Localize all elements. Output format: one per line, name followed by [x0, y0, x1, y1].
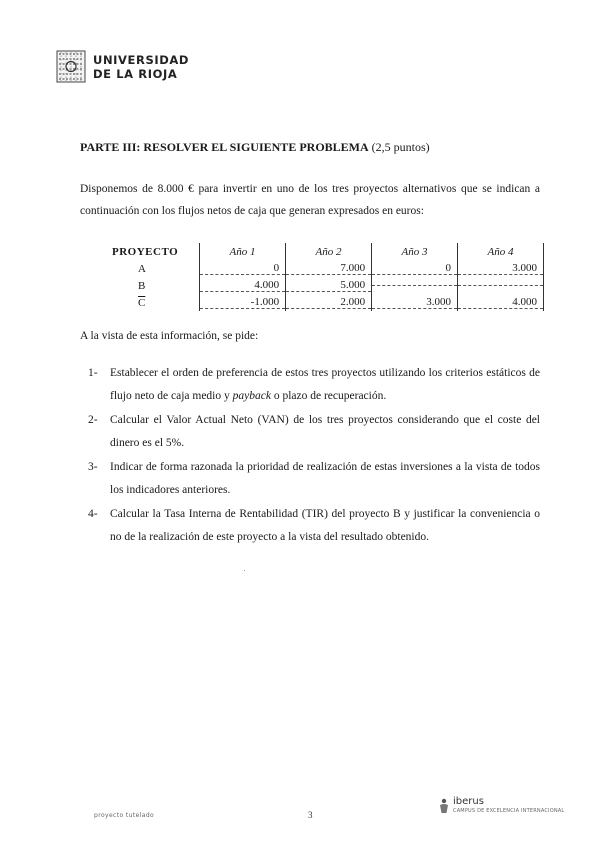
header-year-1: Año 1	[229, 245, 256, 258]
question-text: Calcular la Tasa Interna de Rentabilidad (TIR) del proyecto B y justificar la conveniencia o no de la realización de este proyecto a la vista del resultado obtenido.	[110, 508, 540, 543]
table-header-row	[92, 243, 544, 260]
stray-mark	[244, 570, 245, 571]
table-cell	[458, 285, 543, 286]
header-project: PROYECTO	[112, 245, 179, 258]
table-row	[92, 260, 544, 277]
question-text: Calcular el Valor Actual Neto (VAN) de los tres proyectos considerando que el coste del dinero es el 5%.	[110, 414, 540, 449]
university-crest-icon	[56, 50, 86, 83]
project-label: B	[138, 279, 146, 292]
logo-line-2: DE LA RIOJA	[93, 66, 178, 81]
part-points: (2,5 puntos)	[368, 140, 430, 154]
table-row	[92, 294, 544, 311]
list-item	[88, 362, 540, 408]
header-year-3: Año 3	[401, 245, 428, 258]
cash-flow-table	[92, 243, 544, 311]
question-number: 2-	[88, 414, 98, 426]
brand-name: iberus	[453, 796, 484, 807]
project-label: A	[138, 262, 146, 275]
question-list	[88, 362, 540, 550]
list-item	[88, 456, 540, 502]
header-year-2: Año 2	[315, 245, 342, 258]
university-logo	[56, 50, 189, 83]
table-cell	[372, 285, 457, 286]
table-cell: 0	[200, 262, 285, 275]
intro-paragraph: Disponemos de 8.000 € para invertir en uno de los tres proyectos alternativos que se indican a continuación con los flujos netos de caja que generan expresados en euros:	[80, 183, 540, 217]
question-text: Establecer el orden de preferencia de estos tres proyectos utilizando los criterios estáticos de flujo neto de caja medio y payback o plazo de recuperación.	[110, 367, 540, 402]
table-row	[92, 277, 544, 294]
question-number: 4-	[88, 508, 98, 520]
question-number: 1-	[88, 367, 98, 379]
table-cell: 3.000	[372, 296, 457, 309]
table-cell: 4.000	[458, 296, 543, 309]
question-text: Indicar de forma razonada la prioridad de realización de estas inversiones a la vista de todos los indicadores anteriores.	[110, 461, 540, 496]
table-cell: 5.000	[286, 279, 371, 292]
part-title-bold: PARTE III: RESOLVER EL SIGUIENTE PROBLEMA	[80, 140, 369, 154]
table-cell: 0	[372, 262, 457, 275]
project-label: $\overline{C}$	[138, 296, 146, 309]
list-item	[88, 503, 540, 549]
question-number: 3-	[88, 461, 98, 473]
page-number: 3	[308, 810, 313, 820]
header-year-4: Año 4	[487, 245, 514, 258]
table-cell: -1.000	[200, 296, 285, 309]
list-item	[88, 409, 540, 455]
table-cell: 4.000	[200, 279, 285, 292]
table-cell: 3.000	[458, 262, 543, 275]
brand-subtitle: CAMPUS DE EXCELENCIA INTERNACIONAL	[453, 808, 565, 814]
footer-left-text: proyecto tutelado	[94, 812, 155, 819]
iberus-logo-icon	[438, 798, 450, 814]
logo-line-1: UNIVERSIDAD	[93, 52, 190, 67]
part-title	[80, 140, 430, 155]
table-cell: 2.000	[286, 296, 371, 309]
table-cell: 7.000	[286, 262, 371, 275]
brand-logo	[438, 797, 564, 815]
question-lead: A la vista de esta información, se pide:	[80, 330, 259, 342]
